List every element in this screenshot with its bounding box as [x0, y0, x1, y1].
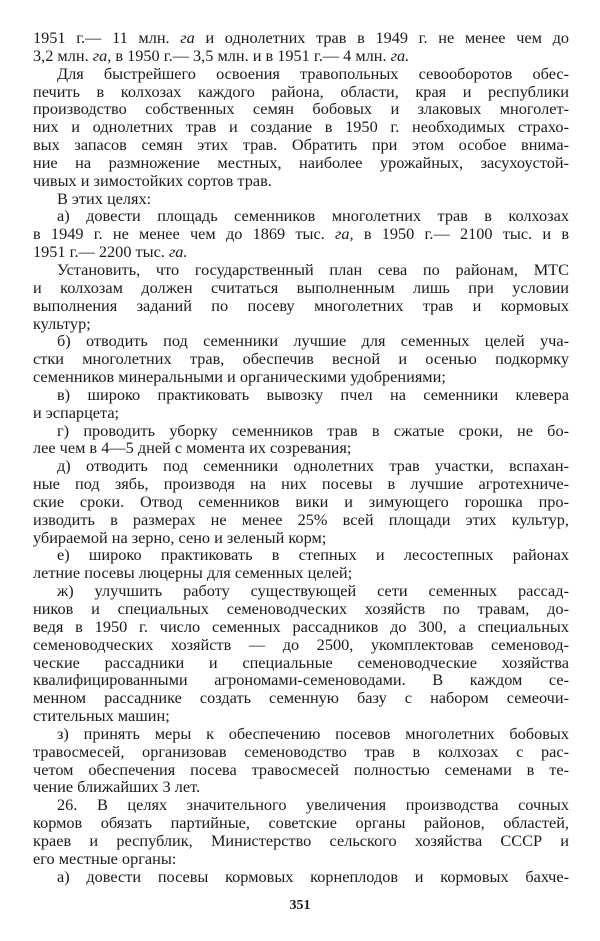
text-run: ские сроки. Отвод семенников вики и зимующего горошка про-	[33, 491, 569, 511]
text-line	[33, 493, 569, 511]
text-run: ческие рассадники и специальные семеноводческие хозяйства	[33, 652, 569, 672]
italic-unit: га,	[335, 224, 354, 244]
text-run: ные под зябь, производя на них посевы в лучшие агротехниче-	[33, 474, 569, 494]
text-line	[33, 511, 569, 529]
text-run: них и однолетних трав и создание в 1950 г. необходимых страхо-	[33, 117, 569, 137]
text-line	[33, 636, 569, 654]
text-line	[33, 207, 569, 225]
text-run: изводить в размерах не менее 25% всей площади этих культур,	[33, 509, 569, 529]
text-line	[33, 279, 569, 297]
text-run: стки многолетних трав, обеспечив весной и осенью подкормку	[33, 349, 569, 369]
text-line	[33, 814, 569, 832]
text-line	[33, 386, 569, 404]
text-run: а) довести площадь семенников многолетних трав в колхозах	[57, 206, 569, 226]
text-run: семеноводческих хозяйств — до 2500, укомплектовав семеновод-	[33, 634, 569, 654]
text-line	[33, 654, 569, 672]
text-run: б) отводить под семенники лучшие для семенных целей уча-	[57, 331, 569, 351]
text-line	[33, 689, 569, 707]
document-body-text	[33, 29, 569, 886]
text-line	[33, 315, 569, 333]
italic-unit: га,	[92, 45, 112, 65]
text-run: е) широко практиковать в степных и лесостепных районах	[57, 545, 569, 565]
text-line	[33, 243, 569, 261]
text-line	[33, 850, 569, 868]
text-run: в) широко практиковать вывозку пчел на семенники клевера	[57, 384, 569, 404]
text-run: ведя в 1950 г. число семенных рассадников до 300, а специальных	[33, 616, 569, 636]
text-line	[33, 404, 569, 422]
text-line	[33, 582, 569, 600]
text-run: травосмесей, организовав семеноводство трав в колхозах с рас-	[33, 741, 569, 761]
text-run: и колхозам должен считаться выполненным лишь при условии	[33, 277, 569, 297]
text-line	[33, 743, 569, 761]
text-run: менном рассаднике создать семенную базу с набором семеочи-	[33, 688, 569, 708]
text-run: производство собственных семян бобовых и злаковых многолет-	[33, 99, 569, 119]
text-run: 3,2 млн.	[33, 45, 93, 65]
text-line	[33, 225, 569, 243]
text-line	[33, 136, 569, 154]
text-line	[33, 457, 569, 475]
text-run: в 1950 г.— 3,5 млн. и в 1951 г.— 4 млн.	[111, 45, 391, 65]
text-run: ние на размножение местных, наиболее урожайных, засухоустой-	[33, 152, 569, 172]
text-line	[33, 350, 569, 368]
text-line	[33, 29, 569, 47]
text-line	[33, 546, 569, 564]
text-line	[33, 297, 569, 315]
text-line	[33, 422, 569, 440]
text-line	[33, 529, 569, 547]
text-run: выполнения заданий по посеву многолетних трав и кормовых	[33, 295, 569, 315]
text-line	[33, 761, 569, 779]
text-run: и эспарцета;	[33, 402, 120, 422]
text-run: лее чем в 4—5 дней с момента их созревания;	[33, 438, 352, 458]
text-run: г) проводить уборку семенников трав в сжатые сроки, не бо-	[57, 420, 569, 440]
text-run: культур;	[33, 313, 91, 333]
text-run: Установить, что государственный план сева по районам, МТС	[57, 259, 569, 279]
text-run: 26. В целях значительного увеличения производства сочных	[57, 795, 569, 815]
text-run: четом обеспечения посева травосмесей полностью семенами в те-	[33, 759, 569, 779]
text-line	[33, 600, 569, 618]
text-line	[33, 65, 569, 83]
text-run: Для быстрейшего освоения травопольных севооборотов обес-	[57, 63, 569, 83]
text-run: летние посевы люцерны для семенных целей;	[33, 563, 353, 583]
text-run: чивых и зимостойких сортов трав.	[33, 170, 272, 190]
text-line	[33, 725, 569, 743]
text-line	[33, 832, 569, 850]
text-line	[33, 118, 569, 136]
text-run: вых запасов семян этих трав. Обратить при этом особое внима-	[33, 135, 569, 155]
text-line	[33, 261, 569, 279]
text-run: в 1949 г. не менее чем до 1869 тыс.	[33, 224, 335, 244]
italic-unit: га.	[168, 242, 188, 262]
text-line	[33, 47, 569, 65]
text-run: печить в колхозах каждого района, области, края и республики	[33, 81, 569, 101]
text-run: кормов обязать партийные, советские органы районов, областей,	[33, 813, 569, 833]
text-run: д) отводить под семенники однолетних трав участки, вспахан-	[57, 456, 569, 476]
text-run: семенников минеральными и органическими удобрениями;	[33, 367, 446, 387]
text-run: В этих целях:	[57, 188, 152, 208]
text-line	[33, 564, 569, 582]
text-run: его местные органы:	[33, 848, 177, 868]
text-run: з) принять меры к обеспечению посевов многолетних бобовых	[57, 723, 569, 743]
text-line	[33, 368, 569, 386]
text-run: краев и республик, Министерство сельского хозяйства СССР и	[33, 830, 569, 850]
text-run: а) довести посевы кормовых корнеплодов и кормовых бахче-	[57, 866, 569, 886]
text-line	[33, 868, 569, 886]
text-line	[33, 100, 569, 118]
text-run: в 1950 г.— 2100 тыс. и в	[353, 224, 570, 244]
italic-unit: га.	[390, 45, 410, 65]
text-line	[33, 190, 569, 208]
text-line	[33, 778, 569, 796]
text-run: 1951 г.— 11 млн.	[33, 28, 181, 47]
page-number: 351	[289, 898, 311, 913]
text-line	[33, 332, 569, 350]
text-line	[33, 796, 569, 814]
italic-unit: га	[180, 28, 195, 47]
text-run: ж) улучшить работу существующей сети семенных рассад-	[57, 581, 569, 601]
text-run: квалифицированными агрономами-семеноводами. В каждом се-	[33, 670, 569, 690]
text-line	[33, 475, 569, 493]
text-line	[33, 439, 569, 457]
text-run: и однолетних трав в 1949 г. не менее чем до	[194, 28, 569, 47]
text-run: чение ближайших 3 лет.	[33, 777, 201, 797]
text-run: ников и специальных семеноводческих хозяйств по травам, до-	[33, 599, 569, 618]
text-line	[33, 172, 569, 190]
text-line	[33, 671, 569, 689]
text-line	[33, 618, 569, 636]
text-line	[33, 154, 569, 172]
text-run: убираемой на зерно, сено и зеленый корм;	[33, 527, 327, 547]
text-run: 1951 г.— 2200 тыс.	[33, 242, 169, 262]
text-run: стительных машин;	[33, 706, 170, 726]
text-line	[33, 83, 569, 101]
text-line	[33, 707, 569, 725]
